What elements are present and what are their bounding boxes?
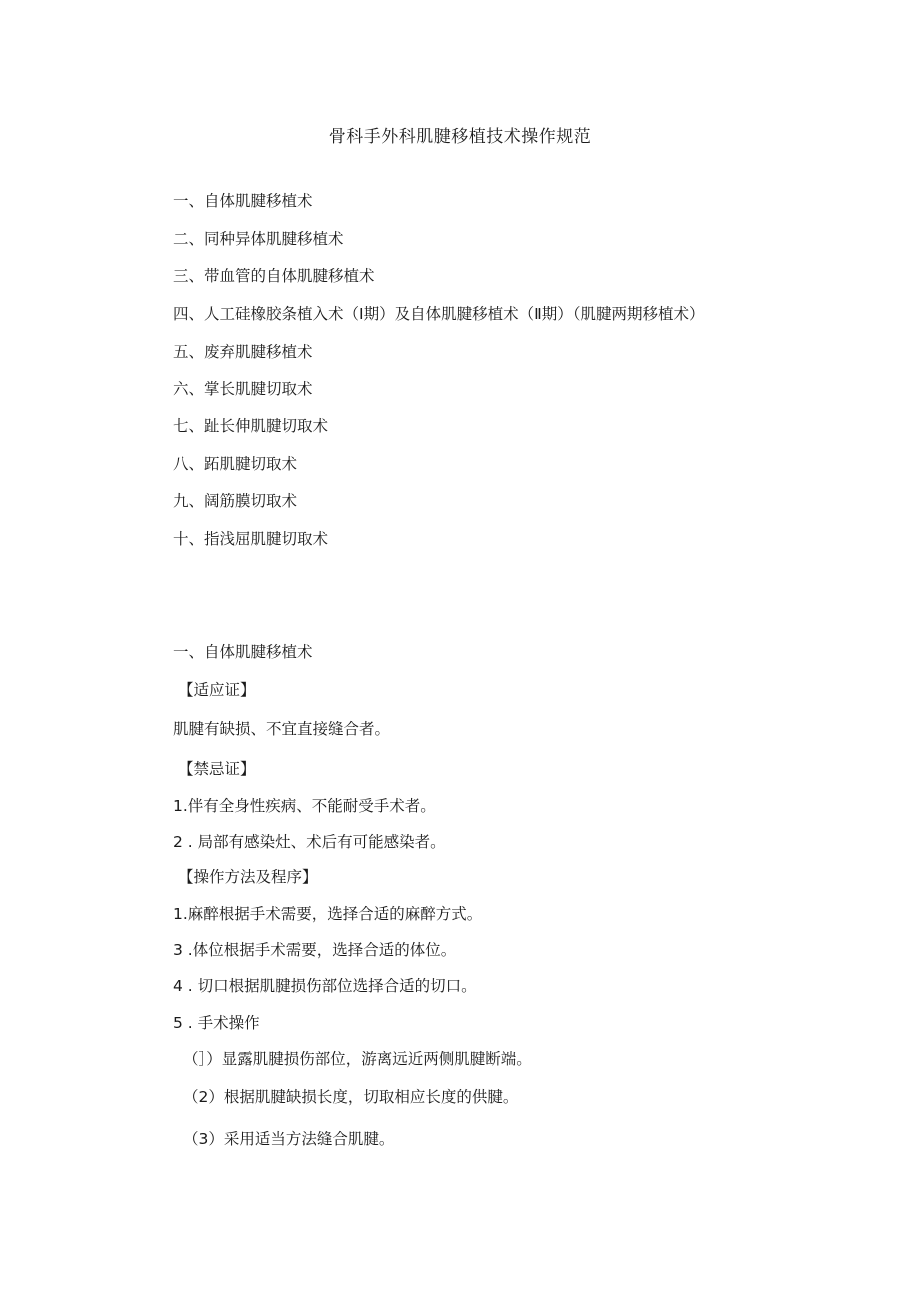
toc-item-2: 二、同种异体肌腱移植术 [173,230,344,248]
toc-item-1: 一、自体肌腱移植术 [173,192,313,210]
method-item-3: 4 . 切口根据肌腱损伤部位选择合适的切口。 [173,977,477,995]
operation-step-1: （］）显露肌腱损伤部位，游离远近两侧肌腱断端。 [183,1050,532,1068]
method-item-1: 1.麻醉根据手术需要，选择合适的麻醉方式。 [173,905,483,923]
method-item-4: 5 . 手术操作 [173,1014,260,1032]
toc-item-10: 十、指浅屈肌腱切取术 [173,530,329,548]
indications-title: 【适应证】 [178,681,256,699]
operation-step-3: （3）采用适当方法缝合肌腱。 [183,1130,395,1148]
method-item-2: 3 .体位根据手术需要，选择合适的体位。 [173,941,457,959]
indications-text: 肌腱有缺损、不宜直接缝合者。 [173,720,391,738]
toc-item-3: 三、带血管的自体肌腱移植术 [173,267,375,285]
toc-item-8: 八、跖肌腱切取术 [173,455,298,473]
toc-item-9: 九、阔筋膜切取术 [173,492,298,510]
toc-item-6: 六、掌长肌腱切取术 [173,380,313,398]
contraindications-title: 【禁忌证】 [178,760,256,778]
toc-item-4: 四、人工硅橡胶条植入术（Ⅰ期）及自体肌腱移植术（Ⅱ期）（肌腱两期移植术） [173,305,705,323]
section-heading: 一、自体肌腱移植术 [173,643,313,661]
method-title: 【操作方法及程序】 [178,868,318,886]
toc-item-7: 七、趾长伸肌腱切取术 [173,417,329,435]
contraindication-item-1: 1.伴有全身性疾病、不能耐受手术者。 [173,797,436,815]
contraindication-item-2: 2 . 局部有感染灶、术后有可能感染者。 [173,833,446,851]
document-title: 骨科手外科肌腱移植技术操作规范 [328,127,592,147]
operation-step-2: （2）根据肌腱缺损长度，切取相应长度的供腱。 [183,1088,519,1106]
toc-item-5: 五、废弃肌腱移植术 [173,343,313,361]
